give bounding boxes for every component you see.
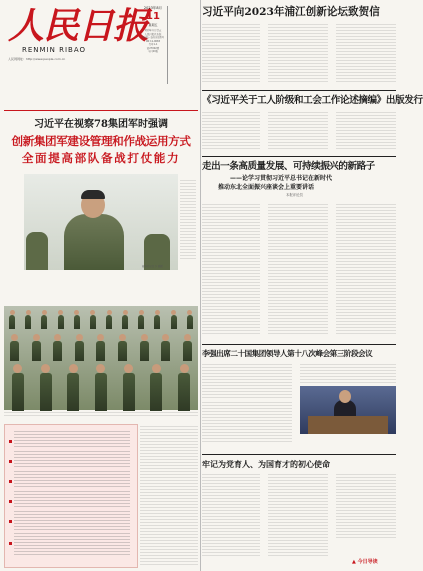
date-block: [140, 6, 166, 78]
g20-body: [300, 364, 396, 384]
info-line: 国内统一连续出版物号: [142, 36, 164, 40]
g20-speaker-head: [339, 390, 351, 403]
lead-photo: [24, 174, 178, 270]
northeast-body: [202, 204, 260, 336]
book-body: [336, 112, 396, 150]
info-line: 今日20版: [147, 50, 159, 54]
northeast-subtitle: 推动东北全面振兴座谈会上重要讲话: [218, 184, 315, 191]
photo-figure-hair: [81, 190, 105, 199]
divider: [4, 110, 198, 111]
troops-row: [4, 364, 198, 411]
article-pujiang[interactable]: [202, 4, 396, 88]
book-headline[interactable]: 《习近平关于工人阶级和工会工作论述摘编》出版发行: [202, 95, 423, 106]
photo-figure: [64, 214, 124, 270]
education-body: [202, 474, 260, 556]
masthead-divider: [167, 6, 168, 84]
article-education[interactable]: [202, 458, 396, 558]
masthead-pinyin: RENMIN RIBAO: [22, 46, 86, 54]
education-body: [268, 474, 328, 556]
book-body: [202, 112, 260, 150]
divider: [202, 90, 396, 91]
date-year-month: 2023年8月: [143, 6, 163, 10]
education-body: [336, 474, 396, 540]
bullet-icon: [9, 542, 12, 545]
article-book[interactable]: [202, 94, 423, 154]
northeast-headline[interactable]: 走出一条高质量发展、可持续振兴的新路子: [202, 161, 375, 172]
article-g20[interactable]: [202, 348, 396, 444]
photo-bg-soldier: [26, 232, 48, 270]
masthead-url: 人民网网址：http://www.people.com.cn: [8, 57, 66, 61]
bullet-icon: [9, 480, 12, 483]
masthead-info: [140, 29, 166, 54]
northeast-subtitle: ——论学习贯彻习近平总书记在新时代: [230, 175, 333, 182]
masthead-title: 人民日报: [8, 5, 149, 47]
today-guide-link[interactable]: ▲ 今日导读: [352, 559, 378, 565]
troops-row: [4, 310, 198, 329]
g20-photo: [300, 386, 396, 434]
g20-headline[interactable]: 李强出席二十国集团领导人第十八次峰会第三阶段会议: [202, 349, 373, 358]
photo-caption-side: [180, 180, 196, 260]
lead-body: [140, 426, 198, 566]
lead-article[interactable]: [4, 118, 198, 166]
lead-kicker[interactable]: 习近平在视察78集团军时强调: [34, 119, 168, 130]
divider: [202, 344, 396, 345]
pujiang-body: [268, 24, 328, 84]
pujiang-body: [336, 24, 396, 84]
info-line: 癸卯年六月廿五: [144, 29, 162, 32]
pujiang-headline[interactable]: 习近平向2023年浦江创新论坛致贺信: [202, 6, 380, 18]
troops-caption: [4, 412, 198, 418]
troops-photo: [4, 306, 198, 410]
bullet-icon: [9, 440, 12, 443]
northeast-body: [336, 204, 396, 336]
lead-summary-box: [4, 424, 138, 568]
troops-row: [4, 334, 198, 361]
northeast-byline: 本报评论员: [286, 193, 303, 197]
date-day: 11: [146, 11, 160, 22]
g20-body: [202, 364, 292, 398]
column-divider: [200, 0, 201, 571]
book-body: [268, 112, 328, 150]
info-line: 第27002期: [146, 46, 160, 50]
divider: [202, 156, 396, 157]
info-line: 人民日报社出版: [144, 32, 162, 36]
weekday: 星期五: [148, 23, 158, 27]
bullet-icon: [9, 520, 12, 523]
northeast-body: [268, 204, 328, 336]
article-northeast[interactable]: [202, 160, 396, 338]
summary-bullets: [9, 431, 133, 561]
lead-headline-1[interactable]: 创新集团军建设管理和作战运用方式: [11, 134, 191, 148]
divider: [202, 454, 396, 455]
bullet-icon: [9, 500, 12, 503]
lead-headline-2[interactable]: 全面提高部队备战打仗能力: [21, 151, 181, 165]
info-line: 代号1-1: [148, 43, 158, 47]
info-line: CN 11-0065: [145, 39, 161, 43]
pujiang-body: [202, 24, 260, 84]
g20-body: [202, 402, 292, 442]
g20-podium: [308, 416, 388, 434]
education-headline[interactable]: 牢记为党育人、为国育才的初心使命: [202, 459, 330, 469]
photo-credit: 新华社记者 李 刚摄: [142, 265, 163, 268]
bullet-icon: [9, 460, 12, 463]
